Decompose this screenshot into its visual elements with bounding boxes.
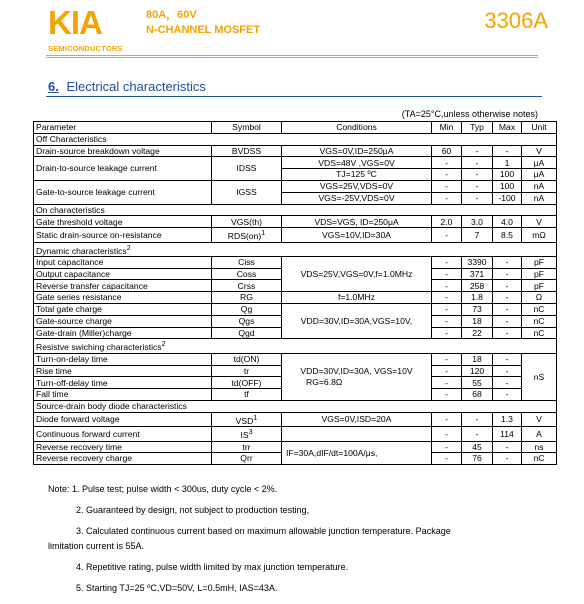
header-min: Min <box>432 122 462 134</box>
conditions: VGS=0V,ID=250μA <box>282 145 432 157</box>
table-row <box>34 216 557 228</box>
min: - <box>432 453 462 465</box>
min: - <box>432 412 462 426</box>
min: - <box>432 256 462 268</box>
section-dynamic <box>34 242 557 256</box>
param: Rise time <box>34 365 212 377</box>
conditions: IF=30A,dIF/dt=100A/μs, <box>282 441 432 465</box>
table-row <box>34 256 557 268</box>
conditions: VGS=0V,ISD=20A <box>282 412 432 426</box>
param: Gate series resistance <box>34 292 212 304</box>
header-typ: Typ <box>462 122 493 134</box>
section-row <box>34 242 557 256</box>
typ: - <box>462 157 493 169</box>
typ: - <box>462 192 493 204</box>
max: - <box>493 280 522 292</box>
header-symbol: Symbol <box>212 122 282 134</box>
unit: Ω <box>522 292 557 304</box>
section-row <box>34 339 557 353</box>
table-row <box>34 304 557 316</box>
param: Drain-source breakdown voltage <box>34 145 212 157</box>
typ: 258 <box>462 280 493 292</box>
note-5: 5. Starting TJ=25 ºC,VD=50V, L=0.5mH, IAS=43A. <box>76 583 278 593</box>
symbol <box>212 412 282 426</box>
footnote-ref: 2 <box>161 340 166 349</box>
symbol: trr <box>212 441 282 453</box>
max: - <box>493 304 522 316</box>
note-2: 2. Guaranteed by design, not subject to production testing, <box>76 505 310 515</box>
param: Drain-to-source leakage current <box>34 157 212 181</box>
min: - <box>432 365 462 377</box>
min: - <box>432 192 462 204</box>
max: 100 <box>493 169 522 181</box>
conditions-line: RG=6.8Ω <box>306 376 343 387</box>
conditions: VDS=25V,VGS=0V,f=1.0MHz <box>282 256 432 291</box>
max: - <box>493 256 522 268</box>
param: Reverse transfer capacitance <box>34 280 212 292</box>
typ: 55 <box>462 377 493 389</box>
min: 60 <box>432 145 462 157</box>
typ: - <box>462 145 493 157</box>
max: 8.5 <box>493 228 522 242</box>
typ: 76 <box>462 453 493 465</box>
unit: nC <box>522 327 557 339</box>
symbol-text: RDS(on) <box>227 231 262 242</box>
footnotes <box>48 484 548 604</box>
unit: μA <box>522 157 557 169</box>
symbol-text: IS <box>240 430 249 441</box>
min: - <box>432 353 462 365</box>
max: 4.0 <box>493 216 522 228</box>
note-4: 4. Repetitive rating, pulse width limited by max junction temperature. <box>76 562 349 572</box>
unit: ns <box>522 441 557 453</box>
brand-logo: KIA <box>48 4 102 41</box>
param: Reverse recovery charge <box>34 453 212 465</box>
min: 2.0 <box>432 216 462 228</box>
conditions: VDD=30V,ID=30A,VGS=10V, <box>282 304 432 339</box>
conditions-line: VDD=30V,ID=30A, VGS=10V <box>300 365 413 376</box>
max: 114 <box>493 427 522 441</box>
unit: pF <box>522 268 557 280</box>
param: Gate-source charge <box>34 315 212 327</box>
section-switching <box>34 339 557 353</box>
symbol <box>212 427 282 441</box>
unit: nS <box>522 353 557 400</box>
note-1: Note: 1. Pulse test; pulse width < 300us, duty cycle < 2%. <box>48 484 278 494</box>
symbol: Coss <box>212 268 282 280</box>
max: - <box>493 145 522 157</box>
unit: nA <box>522 192 557 204</box>
table-row <box>34 441 557 453</box>
min: - <box>432 304 462 316</box>
section-on: On characteristics <box>34 204 557 216</box>
typ: - <box>462 169 493 181</box>
symbol: tf <box>212 389 282 401</box>
typ: 371 <box>462 268 493 280</box>
table-row <box>34 427 557 441</box>
part-number: 3306A <box>484 8 548 33</box>
table-row <box>34 353 557 365</box>
table-header-row <box>34 122 557 134</box>
param: Fall time <box>34 389 212 401</box>
param: Total gate charge <box>34 304 212 316</box>
symbol: RG <box>212 292 282 304</box>
conditions: VGS=25V,VDS=0V <box>282 180 432 192</box>
table-row <box>34 412 557 426</box>
note-3: 3. Calculated continuous current based on maximum allowable junction temperature. Package <box>76 526 451 536</box>
conditions: f=1.0MHz <box>282 292 432 304</box>
unit: nA <box>522 180 557 192</box>
note-3-continued: limitation current is 55A. <box>48 541 145 551</box>
symbol: VGS(th) <box>212 216 282 228</box>
conditions-note: (TA=25°C,unless otherwise notes) <box>401 109 538 119</box>
symbol: IDSS <box>212 157 282 181</box>
footnote-ref: 2 <box>126 243 131 252</box>
unit: mΩ <box>522 228 557 242</box>
symbol: Crss <box>212 280 282 292</box>
table-row <box>34 145 557 157</box>
header-unit: Unit <box>522 122 557 134</box>
param: Static drain-source on-resistance <box>34 228 212 242</box>
typ: 18 <box>462 353 493 365</box>
symbol: BVDSS <box>212 145 282 157</box>
header-divider <box>46 55 538 56</box>
min: - <box>432 180 462 192</box>
section-underline <box>46 96 542 97</box>
table-row <box>34 157 557 169</box>
section-off: Off Characteristics <box>34 133 557 145</box>
unit: V <box>522 145 557 157</box>
symbol: Qgd <box>212 327 282 339</box>
unit: V <box>522 412 557 426</box>
unit: A <box>522 427 557 441</box>
typ: 45 <box>462 441 493 453</box>
section-row <box>34 133 557 145</box>
section-title <box>48 79 206 94</box>
max: 1 <box>493 157 522 169</box>
symbol: Ciss <box>212 256 282 268</box>
symbol: Qgs <box>212 315 282 327</box>
typ: 120 <box>462 365 493 377</box>
typ: 68 <box>462 389 493 401</box>
param: Diode forward voltage <box>34 412 212 426</box>
max: 1.3 <box>493 412 522 426</box>
max: - <box>493 315 522 327</box>
symbol <box>212 228 282 242</box>
min: - <box>432 315 462 327</box>
unit: nC <box>522 453 557 465</box>
typ: 22 <box>462 327 493 339</box>
header-max: Max <box>493 122 522 134</box>
footnote-ref: 3 <box>248 428 253 437</box>
param: Gate-to-source leakage current <box>34 180 212 204</box>
typ: - <box>462 180 493 192</box>
max: - <box>493 268 522 280</box>
header-conditions: Conditions <box>282 122 432 134</box>
brand-subtitle: SEMICONDUCTORS <box>48 44 123 53</box>
symbol: Qg <box>212 304 282 316</box>
page-header <box>0 0 584 60</box>
min: - <box>432 377 462 389</box>
unit: μA <box>522 169 557 181</box>
min: - <box>432 427 462 441</box>
min: - <box>432 268 462 280</box>
param: Turn-on-delay time <box>34 353 212 365</box>
param: Turn-off-delay time <box>34 377 212 389</box>
section-label: Resistve swiching characteristics <box>36 342 162 353</box>
symbol: tr <box>212 365 282 377</box>
param: Input capacitance <box>34 256 212 268</box>
min: - <box>432 280 462 292</box>
typ: 3390 <box>462 256 493 268</box>
conditions: VGS=10V,ID=30A <box>282 228 432 242</box>
typ: 1.8 <box>462 292 493 304</box>
section-row <box>34 401 557 413</box>
conditions: TJ=125 ºC <box>282 169 432 181</box>
conditions <box>282 427 432 441</box>
max: - <box>493 353 522 365</box>
param: Continuous forward current <box>34 427 212 441</box>
param: Output capacitance <box>34 268 212 280</box>
section-number: 6. <box>48 79 59 94</box>
typ: - <box>462 412 493 426</box>
header-parameter: Parameter <box>34 122 212 134</box>
max: - <box>493 327 522 339</box>
min: - <box>432 441 462 453</box>
param: Gate-drain (Miller)charge <box>34 327 212 339</box>
max: - <box>493 365 522 377</box>
conditions: VGS=-25V,VDS=0V <box>282 192 432 204</box>
max: 100 <box>493 180 522 192</box>
min: - <box>432 292 462 304</box>
unit: nC <box>522 315 557 327</box>
unit: V <box>522 216 557 228</box>
min: - <box>432 157 462 169</box>
unit: nC <box>522 304 557 316</box>
typ: 3.0 <box>462 216 493 228</box>
table-row <box>34 228 557 242</box>
typ: 7 <box>462 228 493 242</box>
header-divider-2 <box>46 57 538 58</box>
conditions: VDS=VGS, ID=250μA <box>282 216 432 228</box>
symbol: td(ON) <box>212 353 282 365</box>
unit: pF <box>522 280 557 292</box>
max: - <box>493 453 522 465</box>
symbol: td(OFF) <box>212 377 282 389</box>
symbol: Qrr <box>212 453 282 465</box>
symbol-text: VSD <box>235 415 254 426</box>
footnote-ref: 1 <box>261 229 266 238</box>
unit: pF <box>522 256 557 268</box>
table-row <box>34 180 557 192</box>
max: - <box>493 389 522 401</box>
section-label: Dynamic characteristics <box>36 245 127 256</box>
max: - <box>493 377 522 389</box>
section-label: Electrical characteristics <box>66 79 206 94</box>
symbol: IGSS <box>212 180 282 204</box>
device-type: N-CHANNEL MOSFET <box>146 24 261 36</box>
min: - <box>432 169 462 181</box>
max: - <box>493 441 522 453</box>
min: - <box>432 389 462 401</box>
typ: 18 <box>462 315 493 327</box>
min: - <box>432 228 462 242</box>
table-row <box>34 292 557 304</box>
rating-spec: 80A，60V <box>146 9 197 21</box>
max: -100 <box>493 192 522 204</box>
conditions <box>282 353 432 400</box>
conditions: VDS=48V ,VGS=0V <box>282 157 432 169</box>
footnote-ref: 1 <box>253 413 258 422</box>
section-row <box>34 204 557 216</box>
min: - <box>432 327 462 339</box>
param: Gate threshold voltage <box>34 216 212 228</box>
param: Reverse recovery time <box>34 441 212 453</box>
section-diode: Source-drain body diode characteristics <box>34 401 557 413</box>
electrical-characteristics-table <box>33 121 557 465</box>
typ: 73 <box>462 304 493 316</box>
max: - <box>493 292 522 304</box>
typ: - <box>462 427 493 441</box>
